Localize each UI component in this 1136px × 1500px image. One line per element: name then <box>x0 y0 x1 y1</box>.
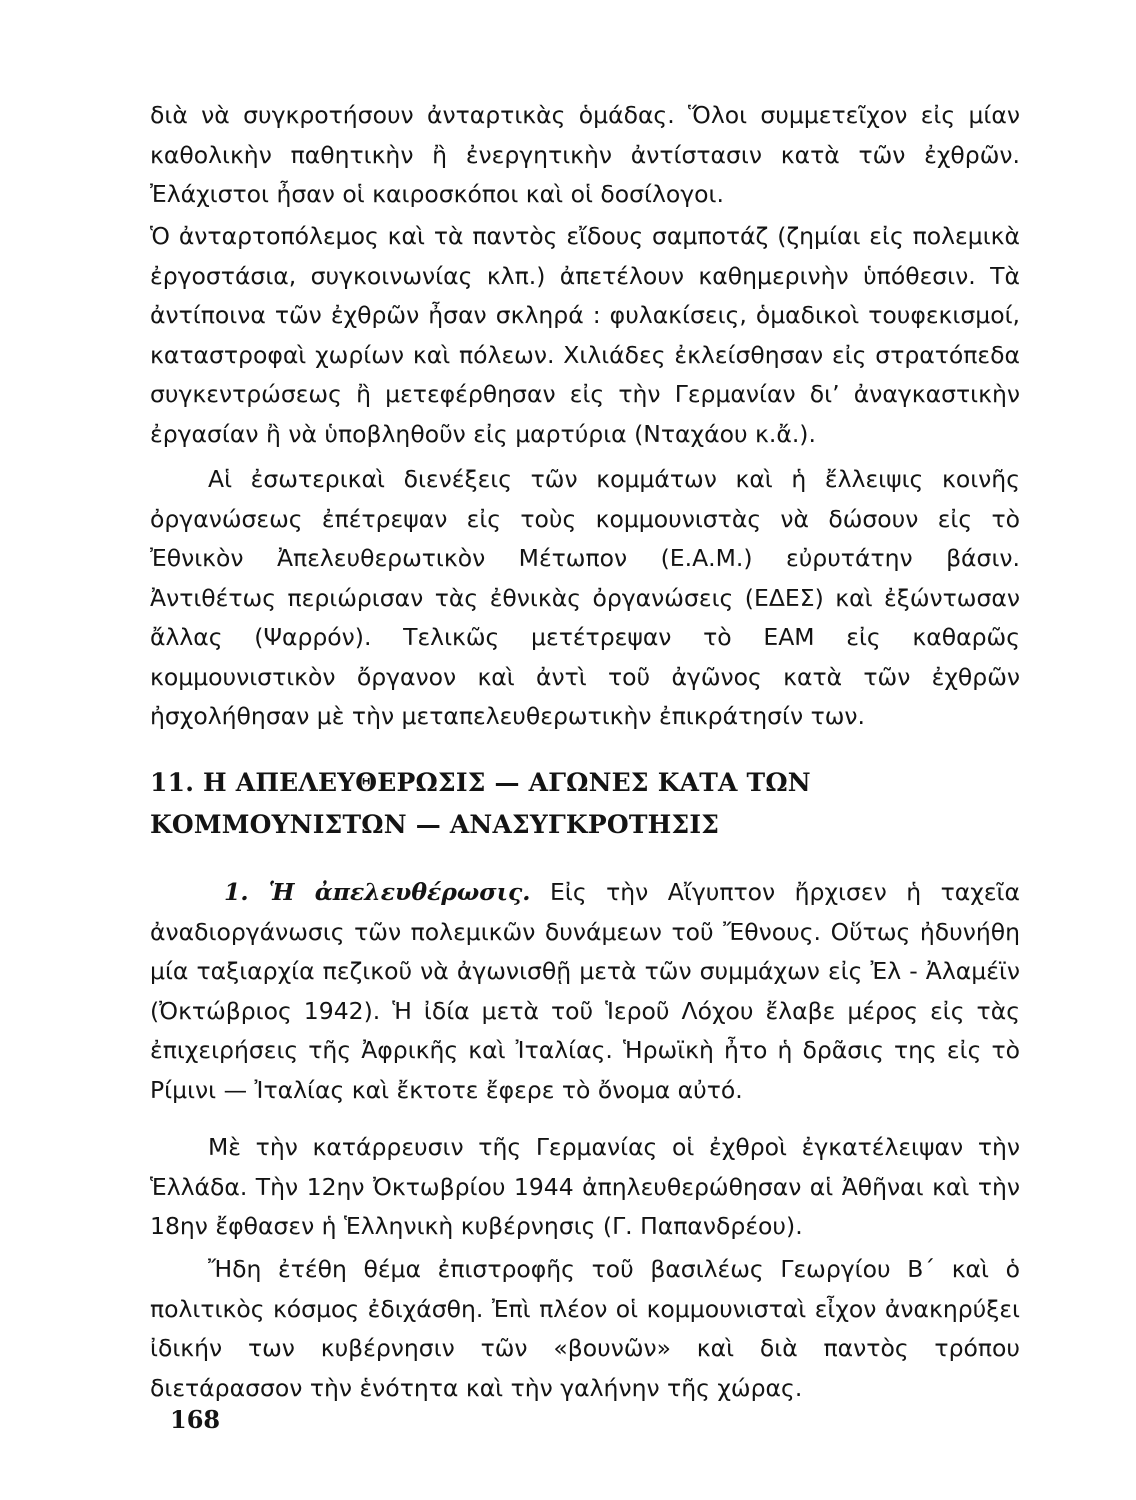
paragraph-german-collapse: Μὲ τὴν κατάρρευσιν τῆς Γερμανίας οἱ ἐχθροὶ ἐγκατέλειψαν τὴν Ἑλλάδα. Τὴν 12ην Ὀκτωβρίου 1944 ἀπηλευθερώθησαν αἱ Ἀθῆναι καὶ τὴν 18ην ἔφθασεν ἡ Ἑλληνικὴ κυβέρνησις (Γ. Παπανδρέου). <box>150 1133 1020 1240</box>
paragraph-internal-conflicts: Αἱ ἐσωτερικαὶ διενέξεις τῶν κομμάτων καὶ ἡ ἔλλειψις κοινῆς ὀργανώσεως ἐπέτρεψαν εἰς τοὺς κομμουνιστὰς νὰ δώσουν εἰς τὸ Ἐθνικὸν Ἀπελευθερωτικὸν Μέτωπον (Ε.Α.Μ.) εὐρυτάτην βάσιν. Ἀντιθέτως περιώρισαν τὰς ἐθνικὰς ὀργανώσεις (ΕΔΕΣ) καὶ ἐξώντωσαν ἄλλας (Ψαρρόν). Τελικῶς μετέτρεψαν τὸ ΕΑΜ εἰς καθαρῶς κομμουνιστικὸν ὄργανον καὶ ἀντὶ τοῦ ἀγῶνος κατὰ τῶν ἐχθρῶν ἠσχολήθησαν μὲ τὴν μεταπελευθερωτικὴν ἐπικράτησίν των. <box>150 465 1020 730</box>
paragraph-liberation <box>150 873 1020 1110</box>
paragraph-king-return: Ἤδη ἐτέθη θέμα ἐπιστροφῆς τοῦ βασιλέως Γεωργίου Β΄ καὶ ὁ πολιτικὸς κόσμος ἐδιχάσθη. Ἐπὶ πλέον οἱ κομμουνισταὶ εἶχον ἀνακηρύξει ἰδικήν των κυβέρνησιν τῶν «βουνῶν» καὶ διὰ παντὸς τρόπου διετάρασσον τὴν ἑνότητα καὶ τὴν γαλήνην τῆς χώρας. <box>150 1255 1020 1402</box>
subsection-title: 1. Ἡ ἀπελευθέρωσις. <box>224 878 531 906</box>
paragraph-resistance: Ὁ ἀνταρτοπόλεμος καὶ τὰ παντὸς εἴδους σαμποτάζ (ζημίαι εἰς πολεμικὰ ἐργοστάσια, συγκοινωνίας κλπ.) ἀπετέλουν καθημερινὴν ὑπόθεσιν. Τὰ ἀντίποινα τῶν ἐχθρῶν ἦσαν σκληρά : φυλακίσεις, ὁμαδικοὶ τουφεκισμοί, καταστροφαὶ χωρίων καὶ πόλεων. Χιλιάδες ἐκλείσθησαν εἰς στρατόπεδα συγκεντρώσεως ἢ μετεφέρθησαν εἰς τὴν Γερμανίαν δι’ ἀναγκαστικὴν ἐργασίαν ἢ νὰ ὑποβληθοῦν εἰς μαρτύρια (Νταχάου κ.ἄ.). <box>150 222 1020 448</box>
paragraph-intro: διὰ νὰ συγκροτήσουν ἀνταρτικὰς ὁμάδας. Ὅλοι συμμετεῖχον εἰς μίαν καθολικὴν παθητικὴν ἢ ἐνεργητικὴν ἀντίστασιν κατὰ τῶν ἐχθρῶν. Ἐλάχιστοι ἦσαν οἱ καιροσκόποι καὶ οἱ δοσίλογοι. <box>150 101 1020 208</box>
page-number: 168 <box>170 1405 221 1434</box>
section-heading: 11. Η ΑΠΕΛΕΥΘΕΡΩΣΙΣ — ΑΓΩΝΕΣ ΚΑΤΑ ΤΩΝ ΚΟΜΜΟΥΝΙΣΤΩΝ — ΑΝΑΣΥΓΚΡΟΤΗΣΙΣ <box>150 768 811 839</box>
paragraph-liberation-text: Εἰς τὴν Αἴγυπτον ἤρχισεν ἡ ταχεῖα ἀναδιοργάνωσις τῶν πολεμικῶν δυνάμεων τοῦ Ἔθνους. Οὕτως ἠδυνήθη μία ταξιαρχία πεζικοῦ νὰ ἀγωνισθῇ μετὰ τῶν συμμάχων εἰς Ἐλ - Ἀλαμέϊν (Ὀκτώβριος 1942). Ἡ ἰδία μετὰ τοῦ Ἱεροῦ Λόχου ἔλαβε μέρος εἰς τὰς ἐπιχειρήσεις τῆς Ἀφρικῆς καὶ Ἰταλίας. Ἡρωϊκὴ ἦτο ἡ δρᾶσις της εἰς τὸ Ρίμινι — Ἰταλίας καὶ ἔκτοτε ἔφερε τὸ ὄνομα αὐτό. <box>150 878 1020 1104</box>
